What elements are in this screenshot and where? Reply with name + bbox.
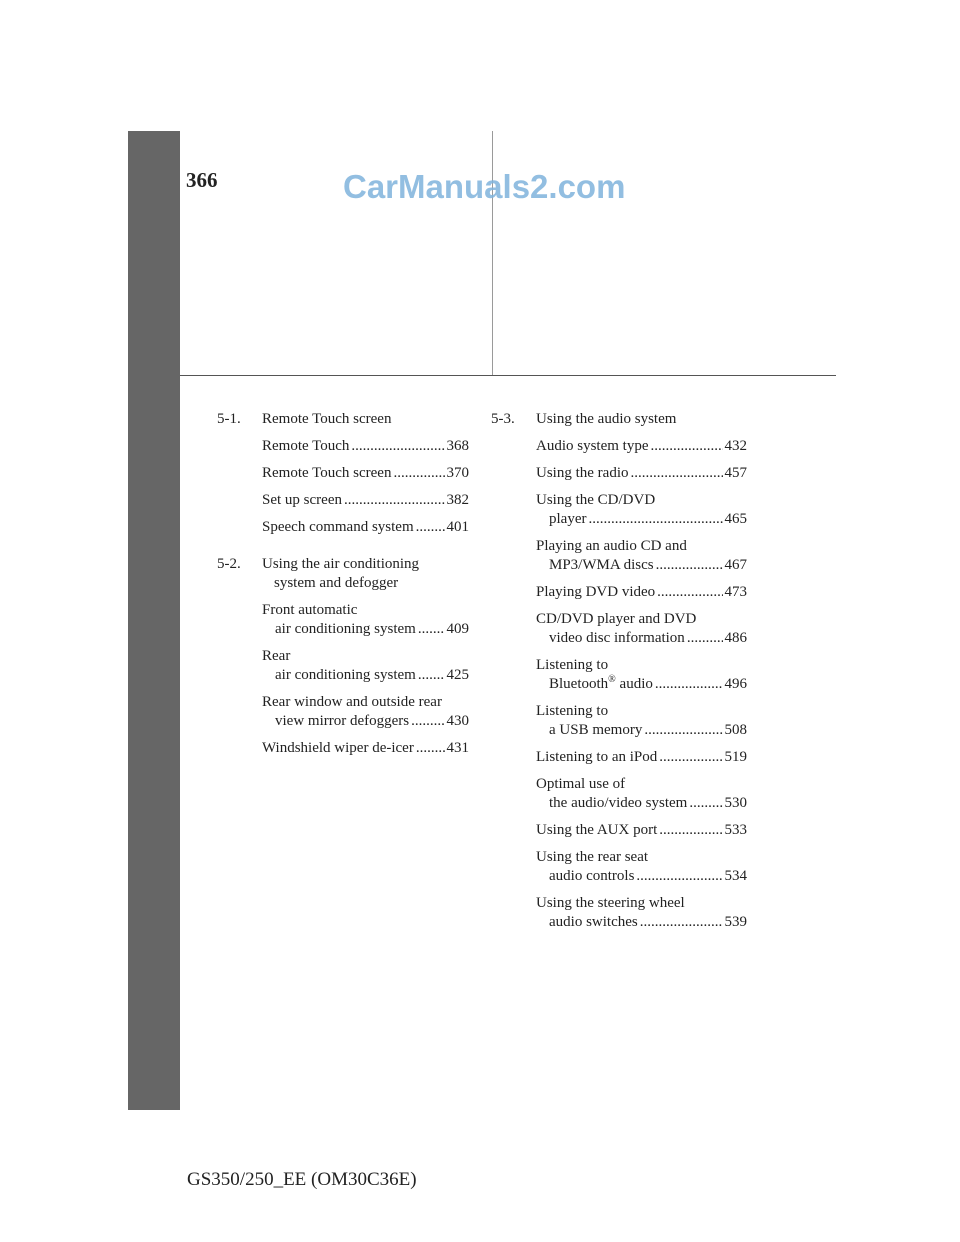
entry-title: Remote Touch screen [262,465,392,481]
entry-title: Set up screen [262,492,342,508]
toc-entry[interactable] [536,848,747,886]
entry-title: Optimal use of [536,776,626,792]
entry-page-number: 432 [724,438,747,454]
toc-entry[interactable] [262,693,469,731]
entry-title: Rear [262,648,291,664]
entry-page-number: 409 [446,621,469,637]
entry-title: CD/DVD player and DVD [536,611,697,627]
entry-title: Using the radio [536,465,629,481]
toc-entry[interactable] [536,702,747,740]
entry-title: Using the steering wheel [536,895,685,911]
entry-title: air conditioning system [275,621,416,637]
entry-title: MP3/WMA discs [549,557,654,573]
entry-page-number: 496 [724,676,747,692]
entry-page-number: 370 [446,465,469,481]
entry-title: air conditioning system [275,667,416,683]
entry-title: Bluetooth® audio [549,674,653,692]
entry-title: Listening to [536,657,609,673]
leader-dots [640,913,723,932]
entry-title: Listening to [536,703,609,719]
leader-dots [659,748,722,767]
toc-entry[interactable] [536,775,747,813]
entry-page-number: 508 [724,722,747,738]
section-number: 5-3. [491,411,515,427]
entry-page-number: 368 [446,438,469,454]
section-number: 5-2. [217,556,241,572]
entry-page-number: 425 [446,667,469,683]
entry-page-number: 530 [724,795,747,811]
leader-dots [630,464,722,483]
entry-title: Using the rear seat [536,849,649,865]
entry-page-number: 486 [724,630,747,646]
entry-title: the audio/video system [549,795,688,811]
leader-dots [689,794,722,813]
toc-entry[interactable] [536,583,747,602]
toc-entry[interactable] [262,437,469,456]
leader-dots [636,867,722,886]
leader-dots [416,518,445,537]
entry-page-number: 533 [724,822,747,838]
leader-dots [655,675,723,694]
toc-entry[interactable] [536,748,747,767]
section-title: Remote Touch screen [262,411,392,427]
entry-title: a USB memory [549,722,643,738]
toc-column-right [491,410,747,950]
entry-title: Windshield wiper de-icer [262,740,414,756]
leader-dots [657,583,722,602]
toc-entry[interactable] [262,739,469,758]
header-divider-horizontal [180,375,836,376]
toc-entry[interactable] [536,491,747,529]
leader-dots [656,556,723,575]
footer-model-code: GS350/250_EE (OM30C36E) [187,1169,417,1190]
toc-entry[interactable] [536,610,747,648]
entry-title: audio switches [549,914,638,930]
toc-entry[interactable] [536,821,747,840]
entry-page-number: 431 [446,740,469,756]
toc-section-heading [217,410,469,429]
leader-dots [418,666,445,685]
entry-page-number: 519 [724,749,747,765]
entry-title: player [549,511,587,527]
entry-title: Playing DVD video [536,584,656,600]
entry-page-number: 467 [724,557,747,573]
entry-title: Rear window and outside rear [262,694,442,710]
toc-entry[interactable] [536,656,747,694]
entry-title: Listening to an iPod [536,749,658,765]
leader-dots [344,491,445,510]
leader-dots [687,629,723,648]
entry-page-number: 473 [724,584,747,600]
entry-title: view mirror defoggers [275,713,410,729]
leader-dots [588,510,722,529]
entry-title: Using the CD/DVD [536,492,656,508]
section-title: system and defogger [274,575,399,591]
section-number: 5-1. [217,411,241,427]
leader-dots [393,464,444,483]
toc-entry[interactable] [262,601,469,639]
watermark-logo: CarManuals2.com [343,168,626,205]
toc-column-left [217,410,469,776]
leader-dots [411,712,444,731]
entry-page-number: 534 [724,868,747,884]
entry-page-number: 465 [724,511,747,527]
entry-title: Speech command system [262,519,414,535]
leader-dots [651,437,723,456]
toc-entry[interactable] [262,647,469,685]
entry-title: Audio system type [536,438,649,454]
toc-entry[interactable] [536,464,747,483]
entry-title: Front automatic [262,602,358,618]
toc-entry[interactable] [536,437,747,456]
entry-title: audio controls [549,868,635,884]
leader-dots [644,721,722,740]
section-title: Using the audio system [536,411,677,427]
entry-page-number: 457 [724,465,747,481]
toc-section-heading [491,410,747,429]
toc-section-heading [217,555,469,593]
entry-page-number: 430 [446,713,469,729]
entry-title: video disc information [549,630,685,646]
entry-page-number: 382 [446,492,469,508]
entry-title: Remote Touch [262,438,350,454]
entry-title: Using the AUX port [536,822,658,838]
page-number: 366 [186,168,218,192]
toc-entry[interactable] [536,894,747,932]
entry-title: Playing an audio CD and [536,538,687,554]
leader-dots [418,620,445,639]
leader-dots [659,821,722,840]
toc-entry[interactable] [536,537,747,575]
section-title: Using the air conditioning [262,556,420,572]
toc-entry[interactable] [262,464,469,483]
leader-dots [351,437,444,456]
entry-page-number: 401 [446,519,469,535]
leader-dots [416,739,445,758]
entry-page-number: 539 [724,914,747,930]
chapter-sidebar-tab [128,131,180,1110]
toc-entry[interactable] [262,518,469,537]
toc-entry[interactable] [262,491,469,510]
